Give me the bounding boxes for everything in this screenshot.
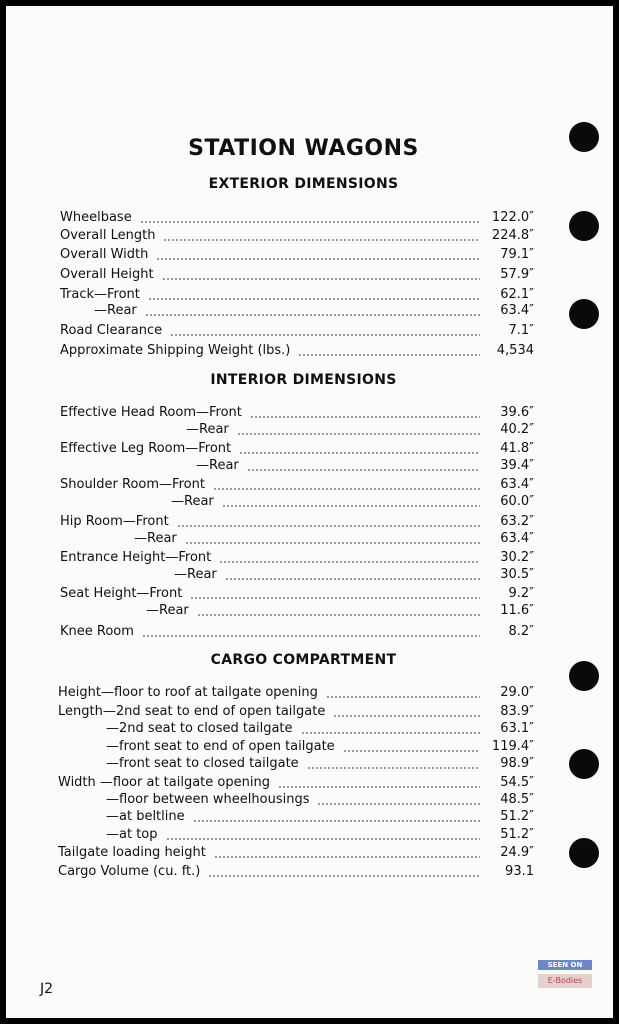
spec-value: 51.2″ [500,827,534,842]
spec-label: Wheelbase [60,210,132,225]
spec-row [6,342,601,359]
spec-value: 48.5″ [500,792,534,807]
dot-leader [166,826,480,843]
spec-value: 54.5″ [500,775,534,790]
dot-leader [219,549,480,566]
dot-leader [193,808,480,825]
spec-label: Tailgate loading height [58,845,206,860]
spec-label: Entrance Height—Front [60,550,212,565]
dot-leader [326,684,480,701]
spec-value: 224.8″ [491,228,534,243]
spec-value: 7.1″ [508,323,534,338]
dot-leader [239,440,480,457]
dot-leader [170,322,480,339]
spec-row [6,549,601,566]
spec-value: 51.2″ [500,809,534,824]
spec-label: Seat Height—Front [60,586,183,601]
spec-value: 63.4″ [500,531,534,546]
dot-leader [225,566,480,583]
spec-label: —at beltline [106,809,185,824]
dot-leader [307,755,480,772]
dot-leader [247,457,480,474]
spec-value: 63.4″ [500,477,534,492]
spec-value: 63.1″ [500,721,534,736]
spec-label: Height—floor to roof at tailgate opening [58,685,318,700]
spec-label: Overall Height [60,267,154,282]
spec-row [6,322,601,339]
dot-leader [237,421,480,438]
badge-top-text: SEEN ON [538,960,592,970]
section-heading: CARGO COMPARTMENT [210,652,397,668]
spec-value: 40.2″ [500,422,534,437]
spec-value: 9.2″ [508,586,534,601]
spec-value: 57.9″ [500,267,534,282]
spec-row [6,227,601,244]
spec-row [6,246,601,263]
dot-leader [145,302,480,319]
dot-leader [156,246,480,263]
section-heading: EXTERIOR DIMENSIONS [208,176,399,192]
page-number: J2 [40,981,54,997]
page-title: STATION WAGONS [188,136,419,161]
badge-bottom-text: E-Bodies [538,974,592,988]
spec-label: —Rear [174,567,217,582]
spec-label: Effective Leg Room—Front [60,441,232,456]
spec-row [6,774,601,791]
spec-label: Cargo Volume (cu. ft.) [58,864,201,879]
spec-row [6,623,601,640]
spec-row [6,863,601,880]
dot-leader [333,703,480,720]
spec-label: Effective Head Room—Front [60,405,242,420]
spec-row [6,566,601,583]
spec-value: 39.4″ [500,458,534,473]
dot-leader [142,623,480,640]
dot-leader [214,844,480,861]
spec-value: 79.1″ [500,247,534,262]
spec-row [6,738,601,755]
spec-row [6,720,601,737]
spec-label: Length—2nd seat to end of open tailgate [58,704,326,719]
dot-leader [163,227,480,244]
spec-label: —2nd seat to closed tailgate [106,721,293,736]
spec-label: —floor between wheelhousings [106,792,310,807]
dot-leader [213,476,480,493]
dot-leader [317,791,480,808]
spec-row [6,440,601,457]
spec-row [6,266,601,283]
dot-leader [301,720,480,737]
spec-row [6,421,601,438]
seen-on-badge [538,960,592,992]
spec-label: Hip Room—Front [60,514,169,529]
spec-row [6,808,601,825]
spec-row [6,493,601,510]
dot-leader [140,209,480,226]
spec-value: 119.4″ [491,739,534,754]
spec-row [6,791,601,808]
spec-value: 39.6″ [500,405,534,420]
spec-value: 93.1 [505,864,534,879]
dot-leader [185,530,480,547]
spec-row [6,703,601,720]
spec-value: 24.9″ [500,845,534,860]
spec-label: Approximate Shipping Weight (lbs.) [60,343,291,358]
spec-row [6,302,601,319]
spec-value: 63.4″ [500,303,534,318]
spec-label: Overall Length [60,228,156,243]
dot-leader [250,404,480,421]
spec-value: 122.0″ [491,210,534,225]
spec-label: Track—Front [60,287,140,302]
spec-row [6,602,601,619]
spec-label: —Rear [186,422,229,437]
spec-value: 83.9″ [500,704,534,719]
dot-leader [278,774,480,791]
spec-label: —Rear [196,458,239,473]
dot-leader [222,493,480,510]
spec-row [6,513,601,530]
spec-row [6,585,601,602]
spec-label: —at top [106,827,158,842]
spec-value: 11.6″ [500,603,534,618]
spec-label: Shoulder Room—Front [60,477,205,492]
spec-label: Width —floor at tailgate opening [58,775,270,790]
spec-label: —Rear [171,494,214,509]
spec-row [6,755,601,772]
spec-row [6,684,601,701]
spec-row [6,209,601,226]
spec-value: 29.0″ [500,685,534,700]
spec-label: —Rear [146,603,189,618]
spec-value: 62.1″ [500,287,534,302]
dot-leader [298,342,480,359]
dot-leader [148,286,480,303]
spec-label: Knee Room [60,624,134,639]
dot-leader [190,585,480,602]
spec-row [6,476,601,493]
spec-row [6,404,601,421]
section-heading: INTERIOR DIMENSIONS [210,372,397,388]
dot-leader [208,863,480,880]
spec-value: 8.2″ [508,624,534,639]
spec-row [6,530,601,547]
spec-label: —front seat to end of open tailgate [106,739,335,754]
spec-value: 98.9″ [500,756,534,771]
spec-label: —front seat to closed tailgate [106,756,299,771]
spec-value: 63.2″ [500,514,534,529]
spec-row [6,457,601,474]
spec-label: —Rear [94,303,137,318]
spec-label: —Rear [134,531,177,546]
dot-leader [197,602,480,619]
spec-value: 60.0″ [500,494,534,509]
dot-leader [343,738,480,755]
spec-value: 41.8″ [500,441,534,456]
spec-label: Overall Width [60,247,149,262]
dot-leader [162,266,480,283]
manual-page [6,6,613,1018]
spec-value: 30.5″ [500,567,534,582]
spec-value: 30.2″ [500,550,534,565]
spec-row [6,286,601,303]
spec-row [6,844,601,861]
spec-label: Road Clearance [60,323,163,338]
spec-value: 4,534 [496,343,534,358]
spec-row [6,826,601,843]
dot-leader [177,513,480,530]
